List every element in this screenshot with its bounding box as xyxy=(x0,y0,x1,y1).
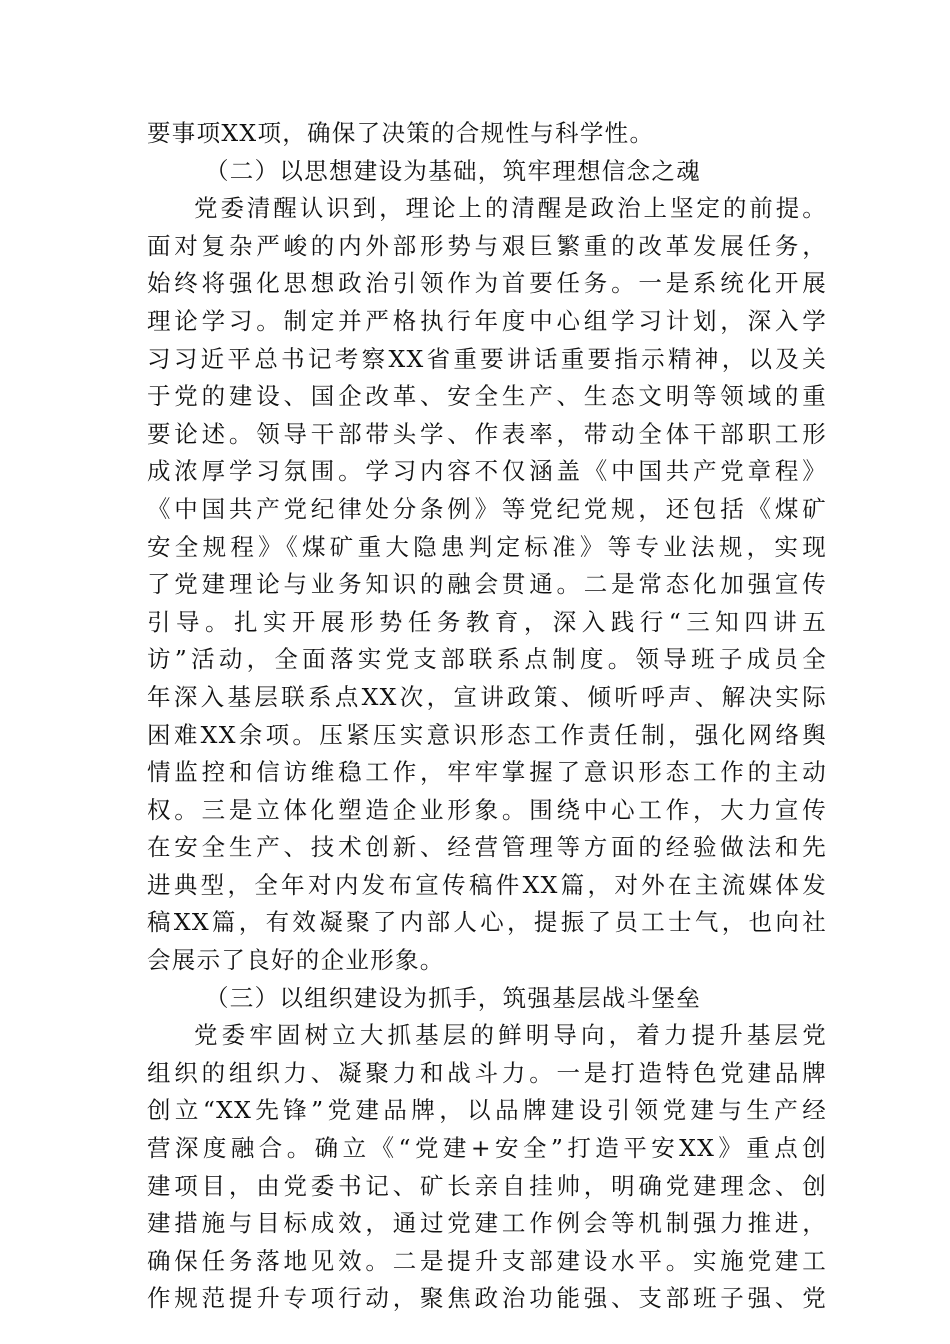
paragraph-line: 组织的组织力、凝聚力和战斗力。一是打造特色党建品牌 xyxy=(147,1058,827,1087)
section-heading: （三）以组织建设为抓手，筑强基层战斗堡垒 xyxy=(205,983,701,1012)
paragraph-line: 确保任务落地见效。二是提升支部建设水平。实施党建工 xyxy=(147,1246,827,1275)
paragraph-line: 访”活动，全面落实党支部联系点制度。领导班子成员全 xyxy=(147,645,827,674)
paragraph-line: 党委牢固树立大抓基层的鲜明导向，着力提升基层党 xyxy=(194,1021,827,1050)
paragraph-line: 面对复杂严峻的内外部形势与艰巨繁重的改革发展任务， xyxy=(147,231,827,260)
paragraph-line: 于党的建设、国企改革、安全生产、生态文明等领域的重 xyxy=(147,382,827,411)
paragraph-line: 成浓厚学习氛围。学习内容不仅涵盖《中国共产党章程》 xyxy=(147,457,827,486)
paragraph-line: 安全规程》《煤矿重大隐患判定标准》等专业法规，实现 xyxy=(147,532,827,561)
paragraph-line: 建措施与目标成效，通过党建工作例会等机制强力推进， xyxy=(147,1209,827,1238)
paragraph-line: 营深度融合。确立《“党建+安全”打造平安XX》重点创 xyxy=(147,1134,827,1163)
paragraph-line: 稿XX篇，有效凝聚了内部人心，提振了员工士气，也向社 xyxy=(147,908,827,937)
paragraph-line: 始终将强化思想政治引领作为首要任务。一是系统化开展 xyxy=(147,269,827,298)
paragraph-line: 创立“XX先锋”党建品牌，以品牌建设引领党建与生产经 xyxy=(147,1096,827,1125)
paragraph-line: 年深入基层联系点XX次，宣讲政策、倾听呼声、解决实际 xyxy=(147,682,827,711)
paragraph-line: 权。三是立体化塑造企业形象。围绕中心工作，大力宣传 xyxy=(147,795,827,824)
paragraph-line: 习习近平总书记考察XX省重要讲话重要指示精神，以及关 xyxy=(147,344,827,373)
paragraph-line: 理论学习。制定并严格执行年度中心组学习计划，深入学 xyxy=(147,306,827,335)
document-page xyxy=(147,115,827,1318)
paragraph-line: 党委清醒认识到，理论上的清醒是政治上坚定的前提。 xyxy=(194,194,827,223)
paragraph-line: 困难XX余项。压紧压实意识形态工作责任制，强化网络舆 xyxy=(147,720,827,749)
paragraph-line: 建项目，由党委书记、矿长亲自挂帅，明确党建理念、创 xyxy=(147,1171,827,1200)
paragraph-line: 了党建理论与业务知识的融会贯通。二是常态化加强宣传 xyxy=(147,570,827,599)
paragraph-line: 会展示了良好的企业形象。 xyxy=(147,946,445,975)
paragraph-line: 要论述。领导干部带头学、作表率，带动全体干部职工形 xyxy=(147,419,827,448)
paragraph-line: 要事项XX项，确保了决策的合规性与科学性。 xyxy=(147,119,655,147)
paragraph-line: 情监控和信访维稳工作，牢牢掌握了意识形态工作的主动 xyxy=(147,758,827,787)
section-heading: （二）以思想建设为基础，筑牢理想信念之魂 xyxy=(205,156,701,185)
paragraph-line: 引导。扎实开展形势任务教育，深入践行“三知四讲五 xyxy=(147,607,827,636)
paragraph-line: 在安全生产、技术创新、经营管理等方面的经验做法和先 xyxy=(147,833,827,862)
paragraph-line: 《中国共产党纪律处分条例》等党纪党规，还包括《煤矿 xyxy=(147,494,827,523)
paragraph-line: 进典型，全年对内发布宣传稿件XX篇，对外在主流媒体发 xyxy=(147,870,827,899)
paragraph-line: 作规范提升专项行动，聚焦政治功能强、支部班子强、党 xyxy=(147,1284,827,1313)
